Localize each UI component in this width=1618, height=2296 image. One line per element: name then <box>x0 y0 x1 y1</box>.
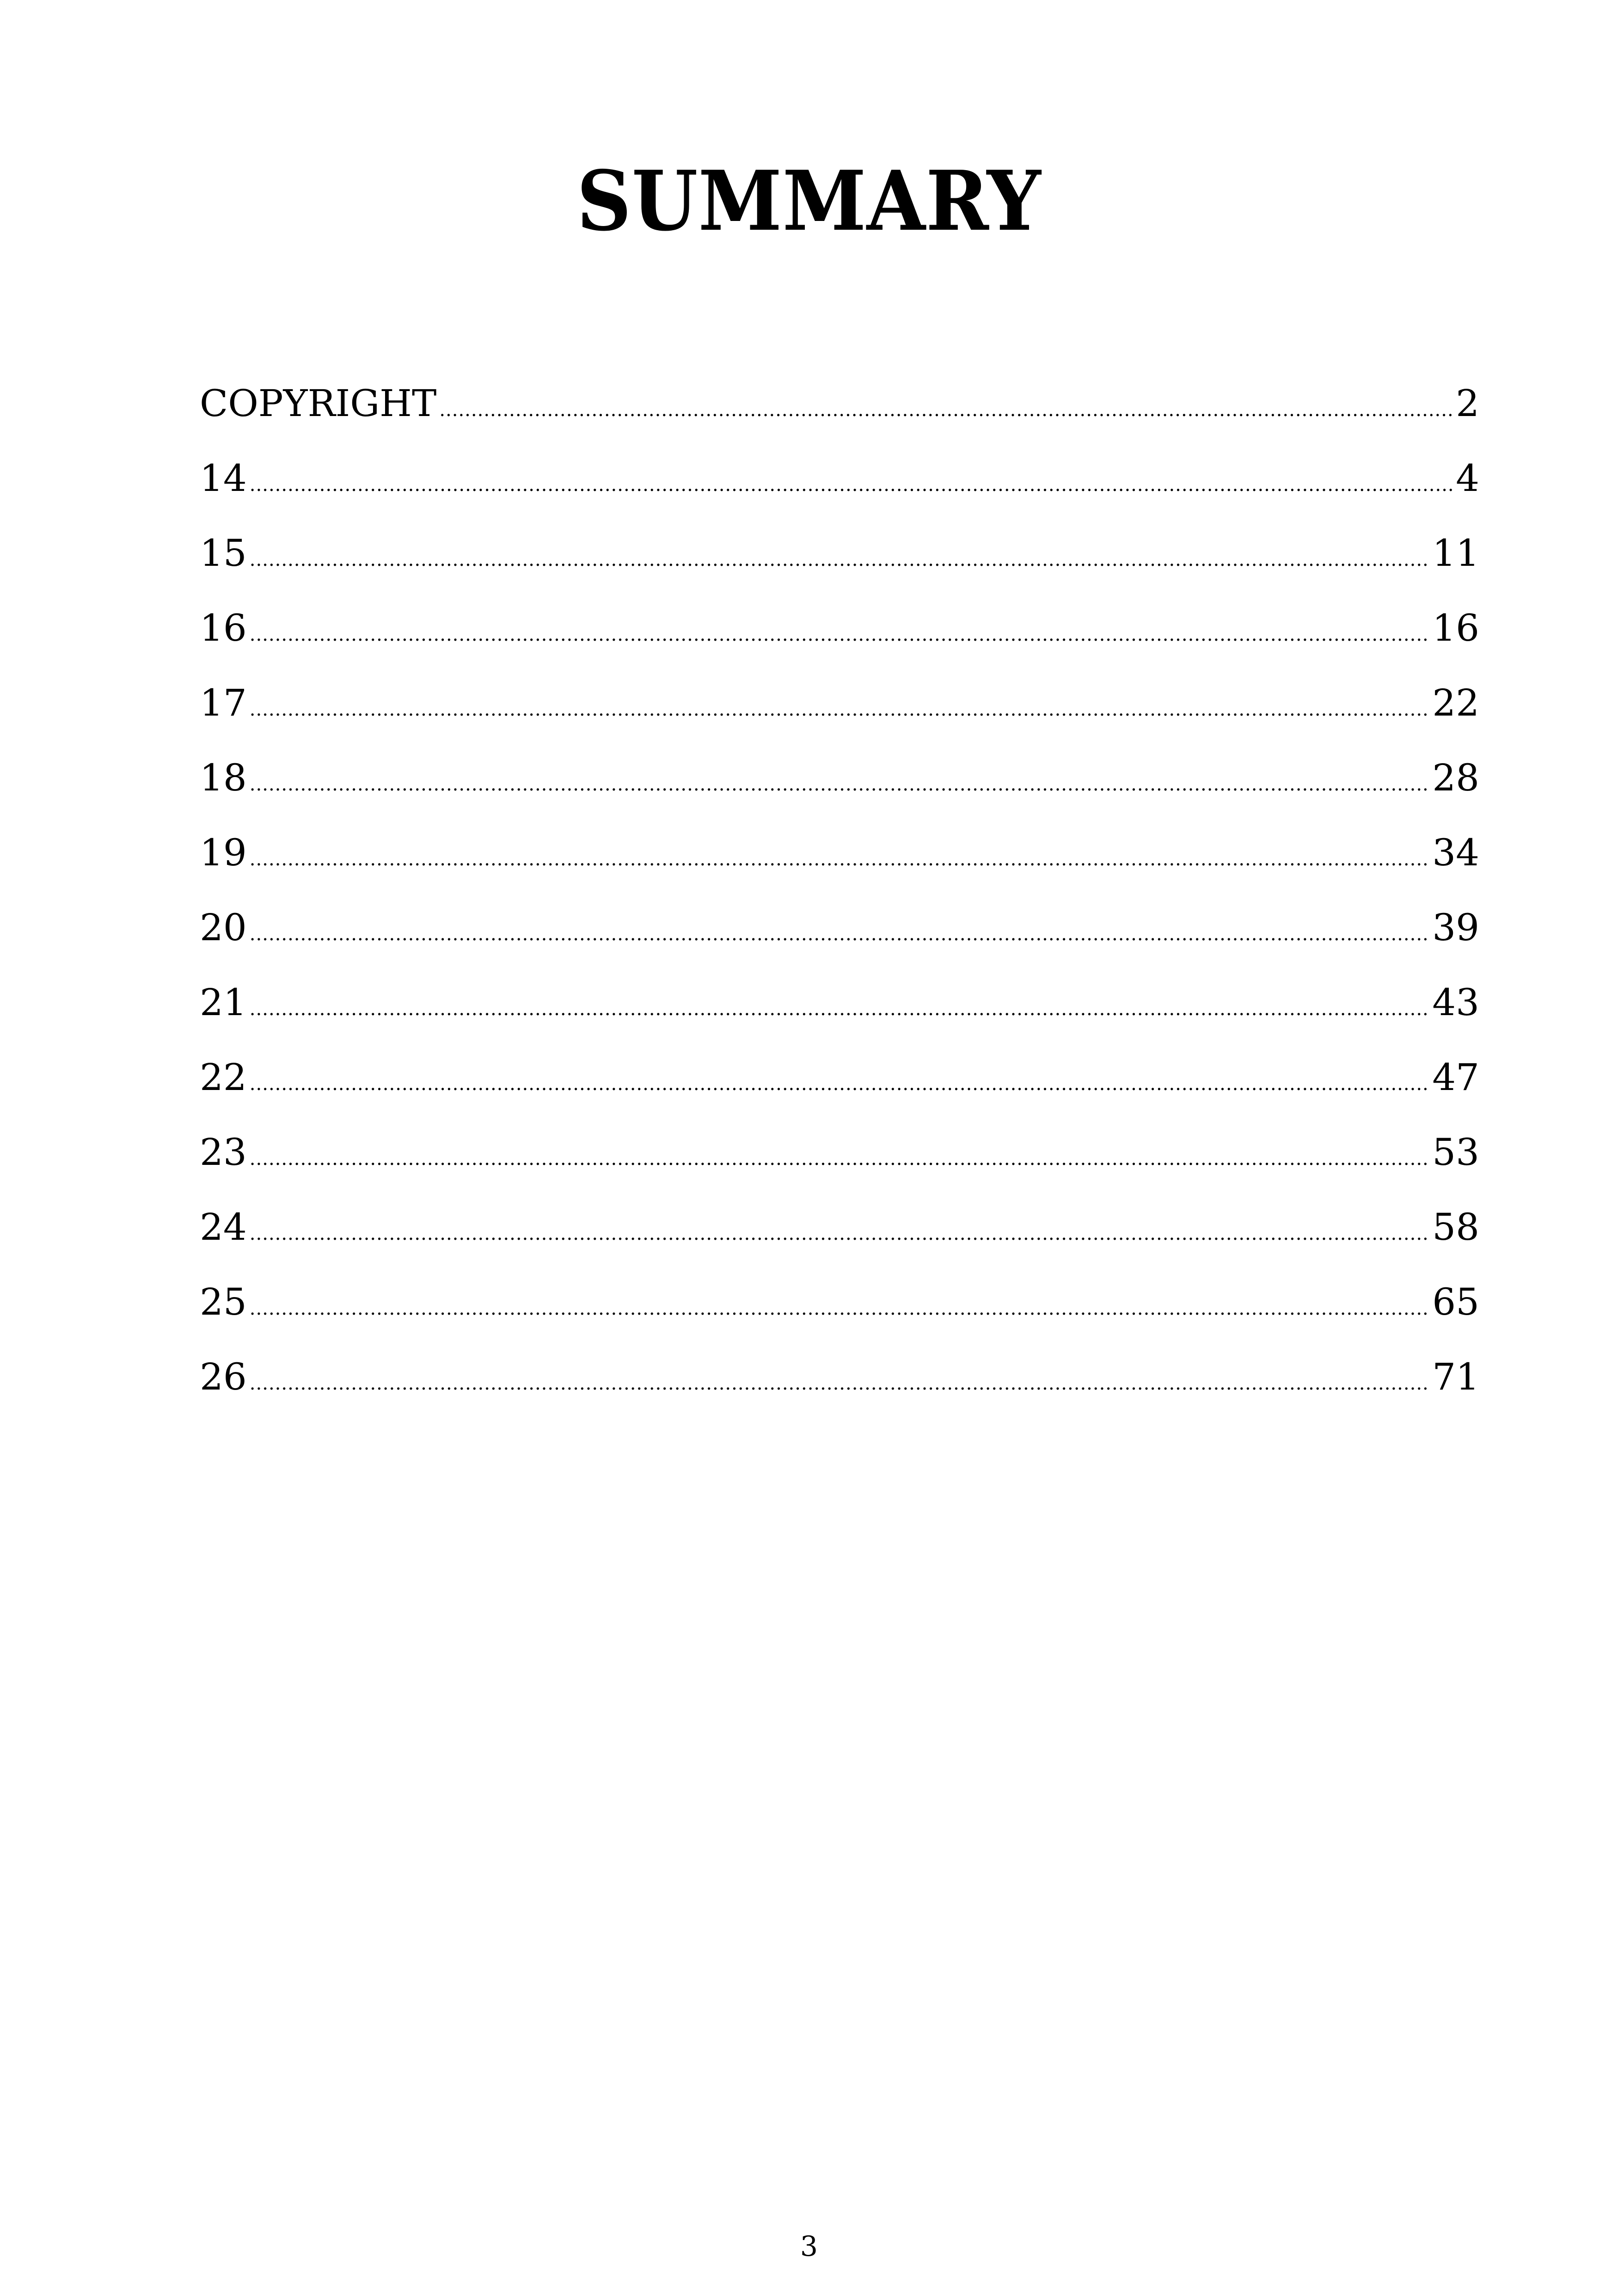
toc-entry-17[interactable] <box>200 673 1479 748</box>
toc-dot-leader <box>250 1353 1429 1414</box>
toc-entry-label: 15 <box>200 532 247 575</box>
toc-entry-page: 22 <box>1432 681 1479 724</box>
toc-entry-21[interactable] <box>200 973 1479 1047</box>
toc-entry-20[interactable] <box>200 898 1479 973</box>
toc-entry-19[interactable] <box>200 823 1479 898</box>
toc-entry-18[interactable] <box>200 748 1479 823</box>
toc-dot-leader <box>250 1279 1429 1339</box>
page-number: 3 <box>800 2230 818 2263</box>
toc-entry-copyright[interactable] <box>200 373 1479 448</box>
toc-entry-label: 23 <box>200 1131 247 1174</box>
toc-entry-page: 53 <box>1432 1131 1479 1174</box>
toc-entry-page: 71 <box>1432 1355 1479 1398</box>
toc-dot-leader <box>250 979 1429 1039</box>
toc-entry-22[interactable] <box>200 1047 1479 1122</box>
toc-entry-page: 47 <box>1432 1056 1479 1099</box>
toc-entry-page: 16 <box>1432 606 1479 649</box>
toc-entry-page: 65 <box>1432 1280 1479 1323</box>
toc-dot-leader <box>250 605 1429 665</box>
toc-entry-label: COPYRIGHT <box>200 382 437 425</box>
toc-entry-page: 43 <box>1432 981 1479 1024</box>
toc-entry-label: 16 <box>200 606 247 649</box>
toc-entry-page: 39 <box>1432 906 1479 949</box>
toc-entry-label: 17 <box>200 681 247 724</box>
toc-entry-label: 18 <box>200 756 247 799</box>
toc-entry-page: 58 <box>1432 1206 1479 1249</box>
toc-entry-label: 25 <box>200 1280 247 1323</box>
toc-entry-14[interactable] <box>200 448 1479 523</box>
toc-entry-23[interactable] <box>200 1122 1479 1197</box>
toc-dot-leader <box>250 904 1429 964</box>
toc-entry-label: 26 <box>200 1355 247 1398</box>
toc-entry-26[interactable] <box>200 1347 1479 1422</box>
toc-entry-label: 20 <box>200 906 247 949</box>
toc-entry-15[interactable] <box>200 523 1479 598</box>
toc-entry-page: 4 <box>1456 457 1479 500</box>
toc-dot-leader <box>250 455 1453 515</box>
page-title: SUMMARY <box>576 153 1042 249</box>
toc-dot-leader <box>250 1054 1429 1114</box>
toc-entry-16[interactable] <box>200 598 1479 673</box>
toc-entry-page: 28 <box>1432 756 1479 799</box>
toc-dot-leader <box>439 380 1453 440</box>
toc-entry-25[interactable] <box>200 1272 1479 1347</box>
toc-dot-leader <box>250 1204 1429 1264</box>
toc-entry-label: 21 <box>200 981 247 1024</box>
table-of-contents <box>200 373 1479 1422</box>
toc-dot-leader <box>250 530 1429 590</box>
toc-entry-page: 34 <box>1432 831 1479 874</box>
toc-entry-label: 22 <box>200 1056 247 1099</box>
toc-entry-page: 2 <box>1456 382 1479 425</box>
toc-entry-label: 19 <box>200 831 247 874</box>
toc-dot-leader <box>250 1129 1429 1189</box>
toc-entry-label: 24 <box>200 1206 247 1249</box>
toc-dot-leader <box>250 754 1429 814</box>
toc-entry-page: 11 <box>1432 532 1479 575</box>
toc-entry-24[interactable] <box>200 1197 1479 1272</box>
toc-dot-leader <box>250 680 1429 740</box>
toc-dot-leader <box>250 829 1429 889</box>
toc-entry-label: 14 <box>200 457 247 500</box>
